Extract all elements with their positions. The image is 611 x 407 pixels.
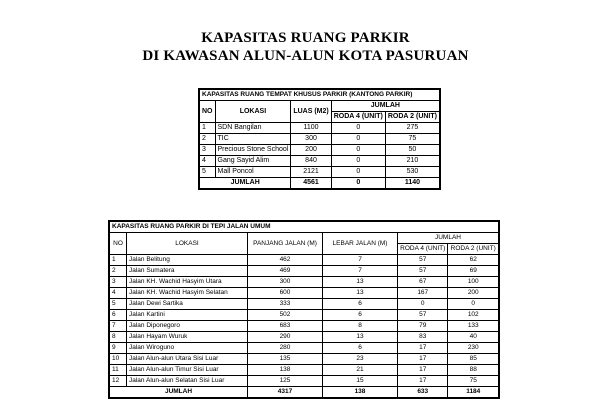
cell-no: 2 <box>199 134 215 145</box>
cell-roda2: 230 <box>448 343 499 354</box>
cell-roda2: 69 <box>448 266 499 277</box>
cell-no: 11 <box>109 365 127 376</box>
cell-lokasi: Jalan Belitung <box>127 255 248 266</box>
cell-roda2: 75 <box>448 376 499 387</box>
total-luas: 4561 <box>291 178 331 190</box>
cell-roda2: 75 <box>385 134 440 145</box>
table-row <box>109 332 499 343</box>
cell-no: 1 <box>109 255 127 266</box>
col-header-roda4: RODA 4 (UNIT) <box>331 112 385 123</box>
total-panjang: 4317 <box>248 387 323 399</box>
table-row <box>109 365 499 376</box>
page-title: KAPASITAS RUANG PARKIR <box>201 30 410 46</box>
cell-roda4: 0 <box>331 167 385 178</box>
cell-panjang: 135 <box>248 354 323 365</box>
cell-lokasi: Jalan KH. Wachid Hasyim Selatan <box>127 288 248 299</box>
col-header-no: NO <box>109 233 127 255</box>
cell-panjang: 333 <box>248 299 323 310</box>
cell-lokasi: Jalan Alun-alun Timur Sisi Luar <box>127 365 248 376</box>
total-label: JUMLAH <box>109 387 248 399</box>
cell-lokasi: Jalan Kartini <box>127 310 248 321</box>
table-row <box>199 167 440 178</box>
col-header-no: NO <box>199 101 215 123</box>
cell-no: 10 <box>109 354 127 365</box>
total-label: JUMLAH <box>199 178 291 190</box>
cell-lebar: 13 <box>323 277 398 288</box>
total-roda2: 1184 <box>448 387 499 399</box>
cell-lebar: 8 <box>323 321 398 332</box>
cell-lokasi: Jalan Wiroguno <box>127 343 248 354</box>
total-roda2: 1140 <box>385 178 440 190</box>
col-header-lebar: LEBAR JALAN (M) <box>323 233 398 255</box>
cell-lebar: 6 <box>323 299 398 310</box>
col-header-roda2: RODA 2 (UNIT) <box>448 244 499 255</box>
cell-no: 3 <box>109 277 127 288</box>
cell-roda4: 17 <box>398 376 448 387</box>
cell-lokasi: Gang Sayid Alim <box>215 156 291 167</box>
cell-no: 5 <box>199 167 215 178</box>
cell-roda2: 40 <box>448 332 499 343</box>
cell-lebar: 7 <box>323 255 398 266</box>
cell-no: 5 <box>109 299 127 310</box>
table-row <box>109 376 499 387</box>
cell-roda4: 0 <box>331 156 385 167</box>
cell-no: 12 <box>109 376 127 387</box>
cell-roda2: 200 <box>448 288 499 299</box>
total-row <box>109 387 499 399</box>
cell-panjang: 280 <box>248 343 323 354</box>
cell-roda2: 530 <box>385 167 440 178</box>
table-caption: KAPASITAS RUANG PARKIR DI TEPI JALAN UMUM <box>109 221 499 233</box>
cell-lokasi: Jalan Alun-alun Utara Sisi Luar <box>127 354 248 365</box>
cell-no: 8 <box>109 332 127 343</box>
cell-panjang: 600 <box>248 288 323 299</box>
cell-roda2: 210 <box>385 156 440 167</box>
cell-lebar: 7 <box>323 266 398 277</box>
cell-lokasi: TIC <box>215 134 291 145</box>
cell-lokasi: Jalan KH. Wachid Hasyim Utara <box>127 277 248 288</box>
cell-roda4: 57 <box>398 310 448 321</box>
table-row <box>109 354 499 365</box>
cell-roda2: 100 <box>448 277 499 288</box>
cell-panjang: 462 <box>248 255 323 266</box>
cell-roda4: 17 <box>398 343 448 354</box>
cell-roda4: 167 <box>398 288 448 299</box>
cell-luas: 300 <box>291 134 331 145</box>
total-row <box>199 178 440 190</box>
cell-lokasi: Jalan Diponegoro <box>127 321 248 332</box>
col-header-jumlah: JUMLAH <box>331 101 440 112</box>
cell-roda4: 0 <box>398 299 448 310</box>
cell-roda2: 133 <box>448 321 499 332</box>
cell-luas: 840 <box>291 156 331 167</box>
cell-roda2: 50 <box>385 145 440 156</box>
cell-roda4: 57 <box>398 255 448 266</box>
cell-lokasi: Mall Poncol <box>215 167 291 178</box>
cell-no: 4 <box>109 288 127 299</box>
table-caption: KAPASITAS RUANG TEMPAT KHUSUS PARKIR (KANTONG PARKIR) <box>199 89 440 101</box>
col-header-roda2: RODA 2 (UNIT) <box>385 112 440 123</box>
cell-roda4: 0 <box>331 134 385 145</box>
col-header-lokasi: LOKASI <box>215 101 291 123</box>
cell-lebar: 6 <box>323 343 398 354</box>
table-row <box>199 156 440 167</box>
table-row <box>109 266 499 277</box>
cell-lebar: 21 <box>323 365 398 376</box>
tepi-jalan-table <box>108 220 500 399</box>
cell-no: 3 <box>199 145 215 156</box>
cell-roda4: 67 <box>398 277 448 288</box>
cell-roda2: 88 <box>448 365 499 376</box>
table-row <box>109 321 499 332</box>
table-row <box>109 288 499 299</box>
col-header-roda4: RODA 4 (UNIT) <box>398 244 448 255</box>
cell-luas: 1100 <box>291 123 331 134</box>
cell-roda4: 0 <box>331 123 385 134</box>
kantong-parkir-table <box>198 88 441 190</box>
cell-lokasi: Precious Stone School <box>215 145 291 156</box>
table-row <box>109 299 499 310</box>
cell-no: 4 <box>199 156 215 167</box>
cell-no: 1 <box>199 123 215 134</box>
col-header-jumlah: JUMLAH <box>398 233 500 244</box>
table-row <box>109 277 499 288</box>
total-lebar: 138 <box>323 387 398 399</box>
cell-lokasi: SDN Bangilan <box>215 123 291 134</box>
cell-lokasi: Jalan Alun-alun Selatan Sisi Luar <box>127 376 248 387</box>
col-header-panjang: PANJANG JALAN (M) <box>248 233 323 255</box>
cell-panjang: 138 <box>248 365 323 376</box>
cell-no: 6 <box>109 310 127 321</box>
cell-lebar: 15 <box>323 376 398 387</box>
cell-lebar: 13 <box>323 288 398 299</box>
cell-roda2: 0 <box>448 299 499 310</box>
cell-roda4: 83 <box>398 332 448 343</box>
table-row <box>109 255 499 266</box>
cell-lebar: 23 <box>323 354 398 365</box>
table-row <box>199 123 440 134</box>
cell-no: 7 <box>109 321 127 332</box>
cell-roda2: 62 <box>448 255 499 266</box>
cell-roda2: 275 <box>385 123 440 134</box>
table-row <box>109 310 499 321</box>
cell-luas: 200 <box>291 145 331 156</box>
cell-roda4: 57 <box>398 266 448 277</box>
table-row <box>199 134 440 145</box>
cell-luas: 2121 <box>291 167 331 178</box>
cell-lokasi: Jalan Sumatera <box>127 266 248 277</box>
cell-roda2: 85 <box>448 354 499 365</box>
cell-panjang: 125 <box>248 376 323 387</box>
col-header-luas: LUAS (M2) <box>291 101 331 123</box>
page-subtitle: DI KAWASAN ALUN-ALUN KOTA PASURUAN <box>142 48 469 64</box>
table-row <box>199 145 440 156</box>
total-roda4: 633 <box>398 387 448 399</box>
table-row <box>109 343 499 354</box>
cell-roda2: 102 <box>448 310 499 321</box>
cell-no: 2 <box>109 266 127 277</box>
cell-roda4: 17 <box>398 354 448 365</box>
cell-lokasi: Jalan Dewi Sartika <box>127 299 248 310</box>
cell-no: 9 <box>109 343 127 354</box>
cell-lokasi: Jalan Hayam Wuruk <box>127 332 248 343</box>
cell-panjang: 469 <box>248 266 323 277</box>
cell-roda4: 79 <box>398 321 448 332</box>
cell-roda4: 17 <box>398 365 448 376</box>
cell-panjang: 300 <box>248 277 323 288</box>
cell-lebar: 6 <box>323 310 398 321</box>
cell-roda4: 0 <box>331 145 385 156</box>
cell-panjang: 290 <box>248 332 323 343</box>
cell-lebar: 13 <box>323 332 398 343</box>
total-roda4: 0 <box>331 178 385 190</box>
col-header-lokasi: LOKASI <box>127 233 248 255</box>
cell-panjang: 502 <box>248 310 323 321</box>
cell-panjang: 683 <box>248 321 323 332</box>
